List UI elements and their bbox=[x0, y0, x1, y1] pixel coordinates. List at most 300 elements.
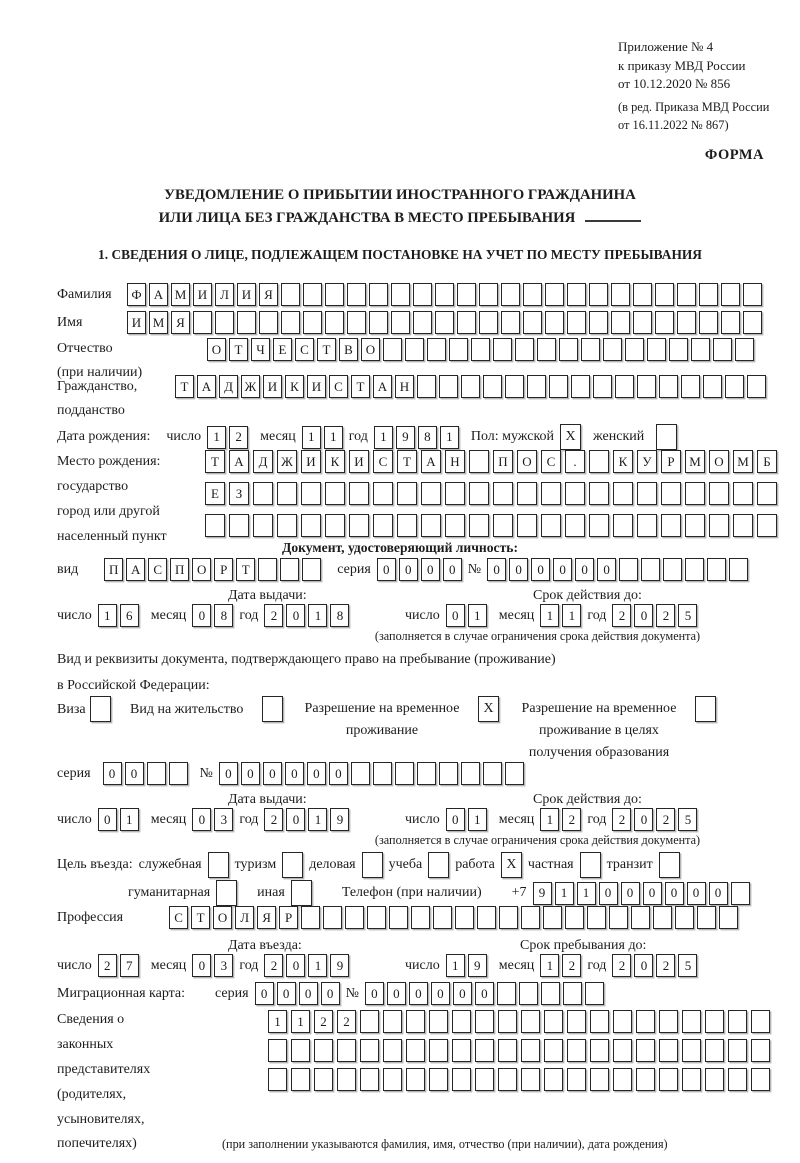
form-cell: О bbox=[709, 450, 729, 473]
representatives-label-line: (родителях, bbox=[57, 1087, 127, 1102]
purpose-private-checkbox bbox=[580, 852, 601, 878]
form-cell bbox=[405, 338, 424, 361]
form-cell: 0 bbox=[597, 558, 616, 581]
form-cell bbox=[360, 1068, 379, 1091]
form-cell bbox=[585, 982, 604, 1005]
form-cell: М bbox=[685, 450, 705, 473]
residence-permit-checkbox bbox=[262, 696, 283, 722]
form-cell bbox=[567, 1010, 586, 1033]
stay-until-year-cells bbox=[612, 954, 697, 977]
birthplace-cells-row1 bbox=[205, 450, 777, 473]
form-cell bbox=[498, 1068, 517, 1091]
form-cell bbox=[565, 514, 585, 537]
form-cell: 0 bbox=[286, 808, 305, 831]
form-cell bbox=[325, 311, 344, 334]
identity-doc-row bbox=[57, 558, 748, 581]
form-cell: 0 bbox=[241, 762, 260, 785]
form-cell: 0 bbox=[277, 982, 296, 1005]
form-cell bbox=[449, 338, 468, 361]
birthplace-sub-city: город или другой bbox=[57, 504, 160, 519]
form-cell bbox=[613, 1010, 632, 1033]
form-cell bbox=[475, 1039, 494, 1062]
doc-issue-day-cells bbox=[98, 604, 139, 627]
form-cell bbox=[493, 338, 512, 361]
form-cell bbox=[682, 1068, 701, 1091]
form-cell bbox=[397, 514, 417, 537]
form-cell bbox=[483, 762, 502, 785]
form-cell bbox=[571, 375, 590, 398]
form-cell: 2 bbox=[264, 954, 283, 977]
form-cell bbox=[469, 482, 489, 505]
form-cell bbox=[193, 311, 212, 334]
form-cell: П bbox=[170, 558, 189, 581]
entry-date-label: Дата въезда: bbox=[228, 938, 302, 953]
form-cell bbox=[302, 558, 321, 581]
birth-month-cells bbox=[302, 426, 343, 449]
representatives-cells-row2 bbox=[268, 1039, 770, 1062]
form-cell: Ч bbox=[251, 338, 270, 361]
form-cell: К bbox=[613, 450, 633, 473]
form-cell: 0 bbox=[192, 954, 211, 977]
form-cell bbox=[593, 375, 612, 398]
form-cell bbox=[659, 1010, 678, 1033]
form-cell: А bbox=[373, 375, 392, 398]
visa-label: Виза bbox=[57, 702, 86, 717]
temp-residence-education-checkbox bbox=[695, 696, 716, 722]
form-cell bbox=[655, 311, 674, 334]
form-cell bbox=[682, 1010, 701, 1033]
form-cell bbox=[479, 311, 498, 334]
form-cell bbox=[325, 283, 344, 306]
form-cell: 8 bbox=[330, 604, 349, 627]
citizenship-cells bbox=[175, 375, 766, 398]
form-cell bbox=[323, 906, 342, 929]
entry-purpose-row bbox=[57, 852, 680, 878]
form-cell: Р bbox=[214, 558, 233, 581]
form-cell: 1 bbox=[308, 808, 327, 831]
stay-doc-issue-month-cells bbox=[192, 808, 233, 831]
representatives-label-line: представителях bbox=[57, 1062, 151, 1077]
form-cell: 0 bbox=[125, 762, 144, 785]
form-cell bbox=[519, 982, 538, 1005]
form-cell bbox=[611, 311, 630, 334]
form-cell: Я bbox=[257, 906, 276, 929]
purpose-tourism-label: туризм bbox=[234, 857, 277, 872]
form-cell: И bbox=[349, 450, 369, 473]
form-cell bbox=[587, 906, 606, 929]
form-cell: С bbox=[373, 450, 393, 473]
form-cell: 1 bbox=[308, 954, 327, 977]
form-cell bbox=[705, 1010, 724, 1033]
form-cell bbox=[169, 762, 188, 785]
form-cell: О bbox=[361, 338, 380, 361]
birthplace-cells-row2 bbox=[205, 482, 777, 505]
form-cell bbox=[457, 283, 476, 306]
form-cell bbox=[445, 482, 465, 505]
purpose-official-label: служебная bbox=[138, 857, 202, 872]
form-cell bbox=[205, 514, 225, 537]
form-cell: 1 bbox=[98, 604, 117, 627]
visa-checkbox bbox=[90, 696, 111, 722]
validity-note: (заполняется в случае ограничения срока действия документа) bbox=[374, 833, 701, 847]
form-cell: Д bbox=[219, 375, 238, 398]
sex-label: Пол: мужской bbox=[470, 429, 555, 444]
form-cell: 0 bbox=[329, 762, 348, 785]
form-cell bbox=[545, 283, 564, 306]
form-cell bbox=[475, 1068, 494, 1091]
form-cell bbox=[527, 375, 546, 398]
form-cell: 1 bbox=[308, 604, 327, 627]
form-cell: 0 bbox=[509, 558, 528, 581]
stay-until-day-cells bbox=[446, 954, 487, 977]
entry-date-row bbox=[57, 954, 349, 977]
form-cell: 0 bbox=[575, 558, 594, 581]
form-cell bbox=[427, 338, 446, 361]
form-cell bbox=[523, 311, 542, 334]
form-cell: У bbox=[637, 450, 657, 473]
form-cell: Н bbox=[395, 375, 414, 398]
form-cell bbox=[681, 375, 700, 398]
form-cell bbox=[345, 906, 364, 929]
form-cell bbox=[661, 514, 681, 537]
form-cell bbox=[461, 375, 480, 398]
entry-day-cells bbox=[98, 954, 139, 977]
migration-series-cells bbox=[255, 982, 340, 1005]
stay-doc-series-cells bbox=[103, 762, 188, 785]
form-cell: 0 bbox=[531, 558, 550, 581]
birth-date-label: Дата рождения: bbox=[57, 429, 151, 444]
form-cell bbox=[544, 1010, 563, 1033]
header-line: от 16.11.2022 № 867) bbox=[618, 117, 729, 132]
validity-note: (заполняется в случае ограничения срока действия документа) bbox=[374, 629, 701, 643]
form-cell: 0 bbox=[98, 808, 117, 831]
doc-kind-label: вид bbox=[57, 561, 79, 577]
form-cell bbox=[541, 482, 561, 505]
form-cell bbox=[281, 283, 300, 306]
number-label: № bbox=[345, 985, 359, 1001]
stay-until-label: Срок пребывания до: bbox=[520, 938, 647, 953]
form-cell: 8 bbox=[214, 604, 233, 627]
form-cell bbox=[757, 514, 777, 537]
form-cell bbox=[757, 482, 777, 505]
form-cell bbox=[314, 1068, 333, 1091]
form-cell: 9 bbox=[468, 954, 487, 977]
form-cell: 0 bbox=[192, 808, 211, 831]
migration-card-row bbox=[57, 982, 604, 1005]
purpose-work-label: работа bbox=[455, 857, 495, 872]
form-cell bbox=[501, 311, 520, 334]
doc-valid-until-label: Срок действия до: bbox=[533, 588, 642, 603]
day-label: число bbox=[57, 957, 92, 973]
form-cell bbox=[699, 283, 718, 306]
form-cell: М bbox=[171, 283, 190, 306]
form-cell bbox=[493, 514, 513, 537]
year-label: год bbox=[587, 957, 607, 973]
form-cell bbox=[291, 1039, 310, 1062]
form-cell: Т bbox=[229, 338, 248, 361]
form-cell bbox=[719, 906, 738, 929]
form-cell bbox=[281, 311, 300, 334]
citizenship-label: Гражданство, bbox=[57, 379, 138, 394]
form-cell: О bbox=[213, 906, 232, 929]
year-label: год bbox=[587, 607, 607, 623]
form-cell bbox=[705, 1068, 724, 1091]
form-cell: 3 bbox=[214, 954, 233, 977]
form-cell bbox=[677, 311, 696, 334]
form-cell bbox=[613, 1068, 632, 1091]
form-cell: Р bbox=[661, 450, 681, 473]
form-cell: 0 bbox=[421, 558, 440, 581]
form-cell bbox=[567, 283, 586, 306]
form-cell: Е bbox=[273, 338, 292, 361]
doc-issue-date-row bbox=[57, 604, 349, 627]
form-cell bbox=[499, 906, 518, 929]
form-cell: 2 bbox=[229, 426, 248, 449]
purpose-study-label: учеба bbox=[388, 857, 423, 872]
form-cell: О bbox=[517, 450, 537, 473]
form-cell: 9 bbox=[533, 882, 552, 905]
form-cell bbox=[728, 1068, 747, 1091]
form-cell: 1 bbox=[120, 808, 139, 831]
form-cell: 1 bbox=[302, 426, 321, 449]
form-cell: О bbox=[207, 338, 226, 361]
form-cell bbox=[685, 514, 705, 537]
form-cell bbox=[589, 283, 608, 306]
form-cell bbox=[523, 283, 542, 306]
form-cell bbox=[417, 762, 436, 785]
residence-permit-label: Вид на жительство bbox=[130, 702, 244, 717]
form-cell: А bbox=[149, 283, 168, 306]
form-cell bbox=[389, 906, 408, 929]
form-cell bbox=[743, 283, 762, 306]
form-cell: К bbox=[325, 450, 345, 473]
form-cell: Ф bbox=[127, 283, 146, 306]
form-cell bbox=[521, 1039, 540, 1062]
form-cell bbox=[728, 1010, 747, 1033]
stay-until-month-cells bbox=[540, 954, 581, 977]
form-cell: 1 bbox=[562, 604, 581, 627]
form-cell: 0 bbox=[286, 954, 305, 977]
form-cell bbox=[301, 482, 321, 505]
form-cell bbox=[521, 1068, 540, 1091]
form-cell: 0 bbox=[634, 808, 653, 831]
form-cell: 0 bbox=[192, 604, 211, 627]
form-cell bbox=[268, 1039, 287, 1062]
form-title bbox=[0, 184, 800, 229]
form-cell bbox=[498, 1039, 517, 1062]
form-cell bbox=[280, 558, 299, 581]
representatives-label-line: попечителях) bbox=[57, 1136, 137, 1151]
sex-female-label: женский bbox=[593, 429, 645, 444]
form-cell: 1 bbox=[468, 808, 487, 831]
form-cell bbox=[603, 338, 622, 361]
form-cell bbox=[413, 311, 432, 334]
form-cell bbox=[397, 482, 417, 505]
form-cell bbox=[383, 338, 402, 361]
form-title-line2: ИЛИ ЛИЦА БЕЗ ГРАЖДАНСТВА В МЕСТО ПРЕБЫВАНИЯ bbox=[0, 207, 800, 230]
purpose-study-checkbox bbox=[428, 852, 449, 878]
form-cell: 2 bbox=[314, 1010, 333, 1033]
form-cell bbox=[325, 482, 345, 505]
form-cell bbox=[268, 1068, 287, 1091]
form-cell: 0 bbox=[365, 982, 384, 1005]
purpose-humanitarian-checkbox bbox=[216, 880, 237, 906]
form-cell bbox=[590, 1068, 609, 1091]
form-cell bbox=[147, 762, 166, 785]
form-cell bbox=[663, 558, 682, 581]
form-cell: С bbox=[329, 375, 348, 398]
form-cell bbox=[469, 514, 489, 537]
form-cell: 0 bbox=[299, 982, 318, 1005]
month-label: месяц bbox=[498, 957, 535, 973]
stay-doc-until-day-cells bbox=[446, 808, 487, 831]
form-cell bbox=[337, 1039, 356, 1062]
form-cell bbox=[303, 283, 322, 306]
form-cell: Т bbox=[317, 338, 336, 361]
form-cell: 0 bbox=[621, 882, 640, 905]
form-cell: 1 bbox=[440, 426, 459, 449]
form-cell: 0 bbox=[431, 982, 450, 1005]
number-label: № bbox=[199, 765, 213, 781]
identity-doc-heading: Документ, удостоверяющий личность: bbox=[282, 540, 518, 555]
form-cell bbox=[699, 311, 718, 334]
form-cell bbox=[659, 1039, 678, 1062]
year-label: год bbox=[239, 957, 259, 973]
representatives-label-line: законных bbox=[57, 1037, 114, 1052]
header-line: к приказу МВД России bbox=[618, 57, 746, 73]
form-cell: А bbox=[197, 375, 216, 398]
form-cell bbox=[351, 762, 370, 785]
form-cell bbox=[325, 514, 345, 537]
form-cell bbox=[543, 906, 562, 929]
form-cell bbox=[515, 338, 534, 361]
purpose-transit-label: транзит bbox=[606, 857, 653, 872]
form-cell bbox=[493, 482, 513, 505]
form-cell bbox=[729, 558, 748, 581]
stay-doc-until-month-cells bbox=[540, 808, 581, 831]
form-cell: 0 bbox=[286, 604, 305, 627]
form-cell bbox=[395, 762, 414, 785]
form-cell bbox=[360, 1039, 379, 1062]
header-line: от 10.12.2020 № 856 bbox=[618, 76, 731, 91]
doc-until-day-cells bbox=[446, 604, 487, 627]
form-cell: 0 bbox=[487, 558, 506, 581]
form-cell bbox=[347, 311, 366, 334]
form-cell: Т bbox=[205, 450, 225, 473]
form-cell: И bbox=[193, 283, 212, 306]
form-cell bbox=[471, 338, 490, 361]
stay-doc-valid-until-label: Срок действия до: bbox=[533, 792, 642, 807]
stay-doc-issue-year-cells bbox=[264, 808, 349, 831]
form-cell bbox=[411, 906, 430, 929]
form-cell: 9 bbox=[396, 426, 415, 449]
form-cell bbox=[521, 906, 540, 929]
form-cell bbox=[277, 514, 297, 537]
form-cell bbox=[259, 311, 278, 334]
form-cell: 7 bbox=[120, 954, 139, 977]
migration-card-label: Миграционная карта: bbox=[57, 985, 186, 1001]
form-cell bbox=[637, 482, 657, 505]
form-cell bbox=[421, 514, 441, 537]
form-cell: С bbox=[148, 558, 167, 581]
form-cell: М bbox=[733, 450, 753, 473]
form-cell bbox=[291, 1068, 310, 1091]
form-cell: 6 bbox=[120, 604, 139, 627]
form-cell: А bbox=[421, 450, 441, 473]
forma-label: ФОРМА bbox=[704, 147, 764, 163]
form-cell bbox=[565, 482, 585, 505]
form-cell: 1 bbox=[374, 426, 393, 449]
form-cell bbox=[413, 283, 432, 306]
form-cell: Б bbox=[757, 450, 777, 473]
form-cell bbox=[505, 375, 524, 398]
doc-valid-until-row bbox=[405, 604, 697, 627]
form-cell bbox=[613, 514, 633, 537]
form-cell: 2 bbox=[264, 604, 283, 627]
form-cell bbox=[751, 1010, 770, 1033]
form-cell: 2 bbox=[612, 604, 631, 627]
temp-residence-education-label: Разрешение на временное проживание в целях получения образования bbox=[521, 701, 677, 760]
form-cell bbox=[589, 514, 609, 537]
form-cell bbox=[479, 283, 498, 306]
form-cell bbox=[731, 882, 750, 905]
form-cell bbox=[373, 762, 392, 785]
form-cell: А bbox=[229, 450, 249, 473]
header-line: (в ред. Приказа МВД России bbox=[618, 99, 770, 114]
day-label: число bbox=[57, 811, 92, 827]
form-cell bbox=[537, 338, 556, 361]
form-cell bbox=[590, 1039, 609, 1062]
form-cell: Т bbox=[397, 450, 417, 473]
form-cell bbox=[521, 1010, 540, 1033]
form-cell bbox=[541, 982, 560, 1005]
form-cell bbox=[433, 906, 452, 929]
sex-male-checkbox: X bbox=[560, 424, 581, 450]
form-cell: 0 bbox=[285, 762, 304, 785]
form-cell bbox=[751, 1039, 770, 1062]
form-cell bbox=[733, 482, 753, 505]
form-cell: 0 bbox=[263, 762, 282, 785]
day-label: число bbox=[405, 957, 440, 973]
form-cell bbox=[619, 558, 638, 581]
form-cell: С bbox=[295, 338, 314, 361]
representatives-label-line: Сведения о bbox=[57, 1012, 125, 1027]
doc-series-cells bbox=[377, 558, 462, 581]
series-label: серия bbox=[337, 561, 371, 577]
form-cell bbox=[452, 1010, 471, 1033]
form-cell: Т bbox=[351, 375, 370, 398]
form-cell bbox=[647, 338, 666, 361]
firstname-label: Имя bbox=[57, 315, 83, 330]
form-cell: П bbox=[104, 558, 123, 581]
day-label: число bbox=[57, 607, 92, 623]
birth-year-cells bbox=[374, 426, 459, 449]
form-cell: С bbox=[541, 450, 561, 473]
form-cell bbox=[349, 514, 369, 537]
form-cell: 1 bbox=[468, 604, 487, 627]
form-cell bbox=[709, 482, 729, 505]
form-cell: З bbox=[229, 482, 249, 505]
day-label: число bbox=[405, 811, 440, 827]
form-cell bbox=[661, 482, 681, 505]
form-cell bbox=[625, 338, 644, 361]
stay-until-row bbox=[405, 954, 697, 977]
form-cell bbox=[469, 450, 489, 473]
profession-row bbox=[57, 906, 738, 929]
form-cell bbox=[707, 558, 726, 581]
form-cell bbox=[751, 1068, 770, 1091]
phone-prefix: +7 bbox=[511, 885, 527, 900]
